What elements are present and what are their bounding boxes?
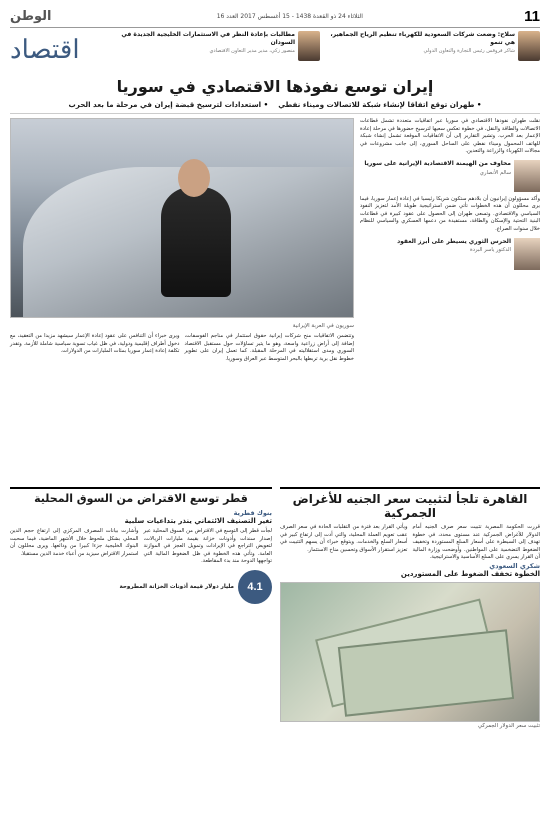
bottom-section [10, 487, 540, 729]
person-shape [161, 187, 231, 297]
profile-name: سالم الأنصاري [479, 169, 511, 176]
article-quote: الخطوة تخفف الضغوط على المستوردين [400, 569, 540, 578]
lead-section [10, 118, 540, 483]
avatar [514, 238, 540, 270]
section-title: اقتصاد [10, 35, 80, 65]
article-kicker: شكري السعودي [489, 561, 540, 570]
photo-caption: سوريون في العربة الإيرانية [292, 323, 354, 330]
stat-badge: 4.1 [238, 570, 272, 604]
lead-intro: نقلت طهران نفوذها الاقتصادي في سوريا عبر اتفاقيات متعددة تشمل قطاعات الاتصالات والطاقة والنقل، في خطوة تعكس سعيها لترسيخ حضورها في مرحلة إعادة الإعمار بعد الحرب. وتشير التقارير إلى أن الاتفاقيات الموقعة تشمل إنشاء شبكة للهاتف المحمول وميناء نفطي على الساحل السوري، إلى جانب مشروعات في مجالات الكهرباء والزراعة والتعدين. [360, 118, 540, 155]
lead-text-column [360, 118, 540, 483]
lead-media-column [10, 118, 354, 483]
lead-body: وتتضمن الاتفاقيات منح شركات إيرانية حقوق استثمار في مناجم الفوسفات، إضافة إلى أراض زراعية واسعة، وهو ما يثير تساؤلات حول مستقبل الاقتصاد السوري ومدى استقلاليته في المرحلة المقبلة. كما تعمل إيران على تطوير خطوط نقل برية تربطها بالبحر المتوسط عبر العراق وسوريا. [184, 333, 354, 362]
article-headline: قطر توسع الاقتراض من السوق المحلية [10, 487, 272, 505]
profile-box [360, 160, 540, 192]
masthead-logo: الوطن [10, 9, 52, 24]
egypt-article [280, 487, 540, 729]
profile-name: الدكتور ياسر البردة [470, 247, 511, 254]
article-quote: تغير التصنيف الائتماني ينذر بتداعيات سلبية [124, 517, 272, 526]
subhead: • طهران توقع اتفاقا لإنشاء شبكة للاتصالات وميناء نفطي [278, 100, 481, 109]
teaser-photo [298, 31, 320, 61]
stat-note: مليار دولار قيمة أذونات الخزانة المطروحة [119, 583, 234, 590]
teaser-byline: منصور زكي، مدير مدير التعاون الاقتصادي [209, 48, 295, 55]
article-body: ويأتي القرار بعد فترة من التقلبات الحادة في سعر الصرف عقب تعويم العملة المحلية، والتي أدت إلى ارتفاع كبير في أسعار السلع والخدمات. ويتوقع خبراء أن يسهم التثبيت في تعزيز استقرار الأسواق وتحسين مناخ الاستثمار. [280, 524, 408, 553]
lead-body: ويرى خبراء أن التنافس على عقود إعادة الإعمار سيشهد مزيدا من التعقيد، مع دخول أطراف إقليمية ودولية، في ظل غياب تسوية سياسية شاملة للأزمة. وتقدر تكلفة إعادة إعمار سوريا بمئات المليارات من الدولارات. [10, 333, 180, 355]
subheads [10, 100, 540, 114]
person-head [178, 159, 210, 197]
teaser-photo [518, 31, 540, 61]
profile-box [360, 238, 540, 270]
lead-body: وأكد مسؤولون إيرانيون أن بلادهم ستكون شريكا رئيسيا في إعادة إعمار سوريا، فيما يرى محللون أن هذه الخطوات تأتي ضمن استراتيجية طويلة الأمد لتعزيز النفوذ السياسي والاقتصادي. وتسعى طهران إلى الحصول على عقود كبيرة في قطاعات البنية التحتية والإسكان والطاقة، مستفيدة من دعمها العسكري والسياسي للنظام خلال سنوات الصراع. [360, 195, 540, 232]
teaser-strip [10, 31, 540, 71]
article-body: وأشارت بيانات المصرف المركزي إلى ارتفاع حجم الدين المحلي بشكل ملحوظ خلال الأشهر الماضية، فيما سحبت البنوك الخليجية جزءا كبيرا من ودائعها. ويرى محللون أن استمرار الاقتراض سيزيد من أعباء خدمة الدين مستقبلا. [10, 528, 139, 557]
main-headline: إيران توسع نفوذها الاقتصادي في سوريا [116, 77, 434, 96]
profile-quote: مخاوف من الهيمنة الاقتصادية الإيرانية على سوريا [364, 159, 511, 167]
dateline: الثلاثاء 24 ذو القعدة 1438 - 15 أغسطس 2017 العدد 16 [216, 13, 363, 20]
article-kicker: بنوك قطرية [233, 509, 272, 518]
teaser-title: مطالبات بإعادة النظر في الاستثمارات الخليجية الجديدة في السودان [121, 31, 295, 47]
lead-photo [10, 118, 354, 318]
teaser-item[interactable] [104, 31, 320, 71]
stat-box [10, 570, 272, 604]
teaser-title: سلاح: وضعت شركات السعودية للكهرباء تنظيم الرياح الجماهير، هي تنمو [330, 31, 515, 47]
qatar-article [10, 487, 272, 729]
teaser-item[interactable] [324, 31, 540, 71]
article-body: قررت الحكومة المصرية تثبيت سعر صرف الجنيه أمام الدولار للأغراض الجمركية عند مستوى محدد، في خطوة تهدف إلى السيطرة على أسعار السلع المستوردة وتخفيف الضغوط التضخمية على المواطنين. وأوضحت وزارة المالية أن القرار يسري على السلع الأساسية والاستراتيجية. [412, 524, 540, 561]
profile-quote: الحرس الثوري يسيطر على أبرز العقود [397, 237, 511, 245]
article-body: لجأت قطر إلى التوسع في الاقتراض من السوق المحلية عبر إصدار سندات وأذونات خزانة بقيمة مليارات الريالات، لتعويض التراجع في الإيرادات وتمويل العجز في الموازنة العامة. وتأتي هذه الخطوة في ظل الضغوط المالية التي تواجهها الدوحة منذ بدء المقاطعة. [143, 528, 272, 565]
money-photo [280, 582, 540, 722]
page-header [10, 6, 540, 28]
page-number: 11 [524, 8, 540, 25]
photo-caption: تثبيت سعر الدولار الجمركي [477, 722, 540, 729]
article-headline: القاهرة تلجأ لتثبيت سعر الجنيه للأغراض الجمركية [280, 487, 540, 520]
avatar [514, 160, 540, 192]
subhead: • استعدادات لترسيخ قبضة إيران في مرحلة ما بعد الحرب [69, 100, 269, 109]
teaser-byline: شاكر فروقس رئيس التجارة والتعاون الدولي [423, 48, 515, 55]
